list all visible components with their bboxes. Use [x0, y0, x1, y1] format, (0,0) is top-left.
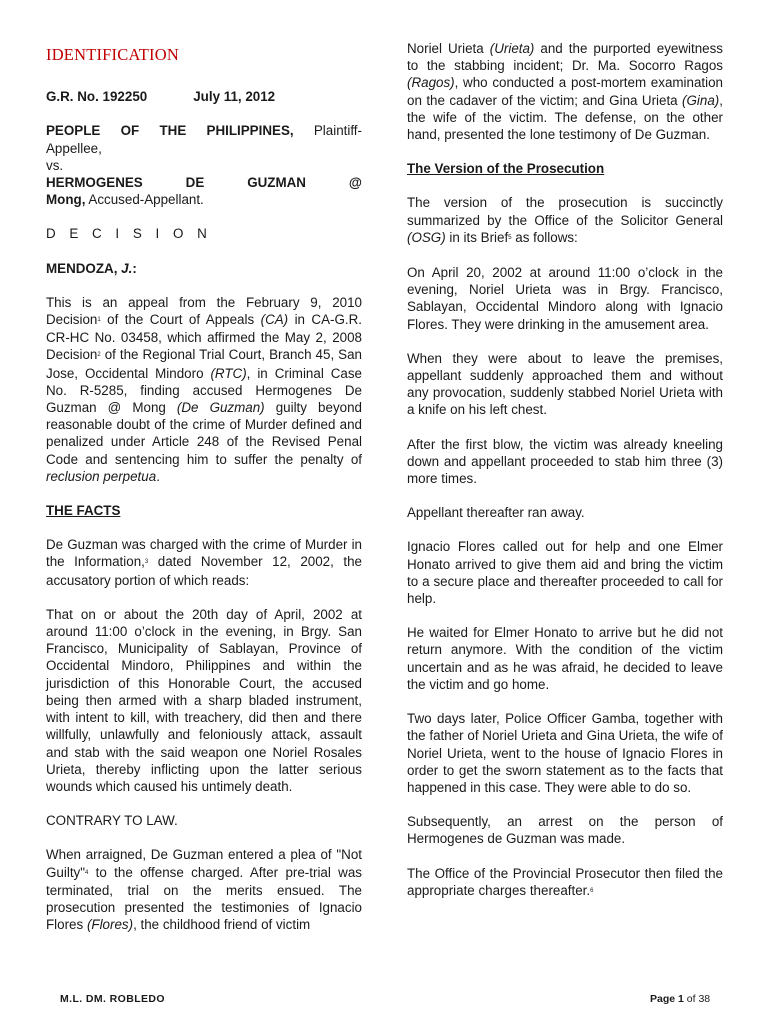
paragraph-waited: He waited for Elmer Honato to arrive but he did not return anymore. With the condition of the victim uncertain and as he was afraid, he decided to leave the victim and go home. [407, 625, 723, 692]
ponente: MENDOZA, J.: [46, 260, 137, 276]
heading-prosecution: The Version of the Prosecution [407, 161, 605, 177]
decision-date: July 11, 2012 [193, 89, 276, 105]
accused-line: HERMOGENES DE GUZMAN @ [46, 175, 362, 191]
paragraph-stab: When they were about to leave the premises, appellant suddenly approached them and without any provocation, suddenly stabbed Noriel Urieta with a knife on his left chest. [407, 350, 723, 418]
paragraph-osg: The version of the prosecution is succinctly summarized by the Office of the Solicitor General (OSG) in its Brief$^5$ as follows: [407, 195, 723, 245]
left-column [46, 40, 362, 950]
document-title: IDENTIFICATION [46, 45, 179, 64]
versus-label: vs. [46, 157, 64, 173]
accused-alias: Mong, [46, 192, 86, 208]
parties-block [46, 122, 362, 208]
paragraph-two-days: Two days later, Police Officer Gamba, together with the father of Noriel Urieta and Gina Urieta, the wife of Noriel Urieta, went to the house of Ignacio Flores in order to get the sworn statement as to the facts that happened in this case. They were able to do so. [407, 711, 723, 795]
gr-number: G.R. No. 192250 [46, 89, 148, 105]
contrary-to-law: CONTRARY TO LAW. [46, 813, 178, 829]
decision-label: D E C I S I O N [46, 226, 212, 242]
plaintiff-line: PEOPLE OF THE PHILIPPINES, Plaintiff- [46, 123, 362, 139]
paragraph-appeal: This is an appeal from the February 9, 2010 Decision$^1$ of the Court of Appeals (CA) in CA-G.R. CR-HC No. 03458, which affirmed the May 2, 2008 Decision$^2$ of the Regional Trial Court, Branch 45, San Jose, Occidental Mindoro (RTC), in Criminal Case No. R-5285, finding accused Hermogenes De Guzman @ Mong (De Guzman) guilty beyond reasonable doubt of the crime of Murder defined and penalized under Article 248 of the Revised Penal Code and sentencing him to suffer the penalty of reclusion perpetua. [46, 294, 363, 484]
paragraph-first-blow: After the first blow, the victim was already kneeling down and appellant proceeded to stab him three (3) more times. [407, 436, 723, 487]
footer-author: M.L. DM. ROBLEDO [60, 993, 165, 1005]
paragraph-charge: De Guzman was charged with the crime of Murder in the Information,$^3$ dated November 12, 2002, the accusatory portion of which reads: [46, 537, 362, 588]
paragraph-prosecutor: The Office of the Provincial Prosecutor then filed the appropriate charges thereafter.$^6$ [407, 865, 723, 898]
case-number-line [46, 88, 362, 105]
heading-facts: THE FACTS [46, 503, 121, 519]
paragraph-arraignment: When arraigned, De Guzman entered a plea of "Not Guilty"$^4$ to the offense charged. After pre-trial was terminated, trial on the merits ensued. The prosecution presented the testimonies of Ignacio Flores (Flores), the childhood friend of victim [46, 847, 362, 933]
accused-role: Accused-Appellant. [88, 192, 204, 208]
accused-line-2 [46, 191, 362, 208]
paragraph-witnesses: Noriel Urieta (Urieta) and the purported eyewitness to the stabbing incident; Dr. Ma. Socorro Ragos (Ragos), who conducted a post-mortem examination on the cadaver of the victim; and Gina Urieta (Gina), the wife of the victim. The defense, on the other hand, presented the lone testimony of De Guzman. [407, 41, 723, 143]
paragraph-help: Ignacio Flores called out for help and one Elmer Honato arrived to give them aid and bring the victim to a secure place and thereafter proceeded to call for help. [407, 539, 723, 607]
paragraph-information: That on or about the 20th day of April, 2002 at around 11:00 o’clock in the evening, in Brgy. San Francisco, Municipality of Sablayan, Province of Occidental Mindoro, Philippines and within the jurisdiction of this Honorable Court, the accused being then armed with a sharp bladed instrument, with intent to kill, with treachery, did then and there willfully, unlawfully and feloniously attack, assault and stab with the said weapon one Noriel Rosales Urieta, thereby inflicting upon the latter serious wounds which caused his untimely death. [46, 606, 362, 794]
plaintiff-role: Plaintiff- [313, 123, 362, 139]
page-indicator: Page 1 of 38 [650, 993, 711, 1005]
paragraph-arrest: Subsequently, an arrest on the person of Hermogenes de Guzman was made. [407, 814, 723, 847]
right-column [407, 40, 723, 917]
paragraph-ran-away: Appellant thereafter ran away. [407, 505, 585, 521]
paragraph-april20: On April 20, 2002 at around 11:00 o’clock in the evening, Noriel Urieta was in Brgy. Francisco, Sablayan, Occidental Mindoro along with Ignacio Flores. They were drinking in the amusement area. [407, 265, 723, 332]
plaintiff-role-cont: Appellee, [46, 140, 102, 156]
